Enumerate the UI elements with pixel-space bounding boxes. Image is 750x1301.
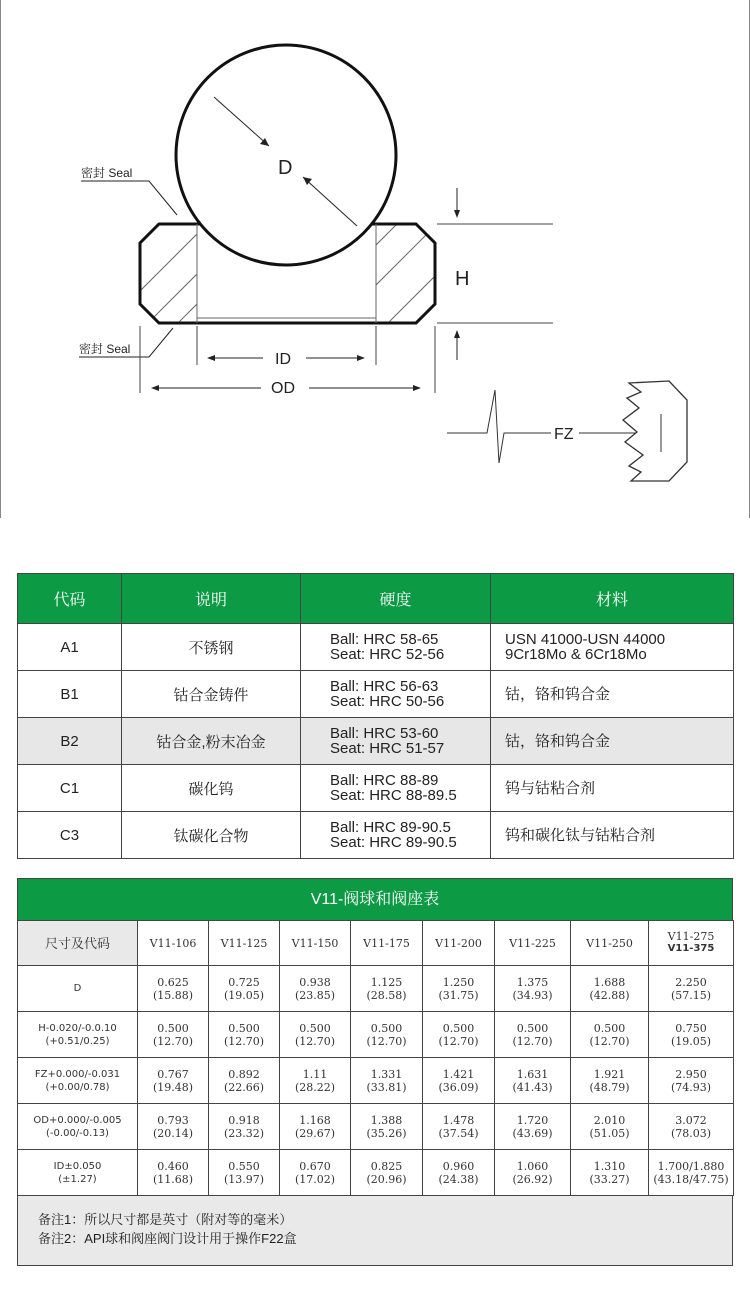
inch-value: 0.767 [157, 1067, 189, 1081]
inch-value: 1.688 [593, 975, 626, 989]
seal-label-bottom: 密封 Seal [79, 342, 131, 356]
ball-hardness: Ball: HRC 89-90.5 [330, 819, 451, 836]
value-cell [571, 1150, 649, 1196]
value-cell [280, 966, 351, 1012]
table-row [18, 1150, 734, 1196]
table-row [18, 1104, 734, 1150]
mm-value: (23.85) [294, 988, 336, 1002]
mm-value: (13.97) [223, 1172, 265, 1186]
inch-value: 1.375 [516, 975, 549, 989]
mm-value: (19.05) [670, 1034, 712, 1048]
size-table-title: V11-阀球和阀座表 [18, 879, 732, 920]
inch-value: 0.918 [228, 1113, 260, 1127]
dimension-label [18, 1012, 138, 1058]
inch-value: 1.631 [516, 1067, 549, 1081]
materials-table [17, 573, 734, 859]
mm-value: (12.70) [512, 1034, 553, 1048]
value-cell [138, 1150, 209, 1196]
mm-value: (19.48) [152, 1080, 194, 1094]
value-cell [351, 1058, 423, 1104]
mm-value: (43.69) [512, 1126, 553, 1140]
technical-diagram [1, 0, 750, 518]
inch-value: 0.625 [157, 975, 189, 989]
inch-value: 1.331 [370, 1067, 403, 1081]
ball-hardness: Ball: HRC 53-60 [330, 725, 439, 742]
inch-value: 2.010 [593, 1113, 626, 1127]
code-cell: B1 [18, 671, 122, 718]
inch-value: 0.500 [370, 1021, 403, 1035]
description-cell: 钴合金铸件 [122, 671, 301, 718]
d-label: D [278, 157, 293, 179]
value-cell [280, 1058, 351, 1104]
table-row [18, 671, 734, 718]
dimension-label-line: OD+0.000/-0.005 [33, 1114, 122, 1126]
inch-value: 0.892 [228, 1067, 260, 1081]
value-cell [209, 1012, 280, 1058]
inch-value: 1.700/1.880 [657, 1159, 725, 1173]
material-line-2: 9Cr18Mo & 6Cr18Mo [505, 646, 647, 663]
materials-header-row [18, 574, 734, 624]
description-cell: 不锈钢 [122, 624, 301, 671]
dimension-label-line: D [73, 983, 82, 994]
table-row [18, 966, 734, 1012]
hardness-cell [301, 671, 491, 718]
dimension-label [18, 966, 138, 1012]
mm-value: (78.03) [670, 1126, 712, 1140]
mm-value: (34.93) [512, 988, 553, 1002]
inch-value: 0.500 [593, 1021, 626, 1035]
inch-value: 0.670 [299, 1159, 331, 1173]
value-cell [138, 1058, 209, 1104]
mm-value: (11.68) [152, 1172, 194, 1186]
code-cell: B2 [18, 718, 122, 765]
hardness-cell [301, 718, 491, 765]
mm-value: (20.14) [152, 1126, 194, 1140]
value-cell [571, 1104, 649, 1150]
value-cell [351, 1012, 423, 1058]
description-cell: 碳化钨 [122, 765, 301, 812]
mm-value: (33.81) [366, 1080, 407, 1094]
seal-label-top: 密封 Seal [81, 166, 133, 180]
inch-value: 0.825 [370, 1159, 403, 1173]
size-header-row [18, 921, 734, 966]
code-cell: C3 [18, 812, 122, 859]
mm-value: (41.43) [512, 1080, 553, 1094]
inch-value: 1.388 [370, 1113, 403, 1127]
mm-value: (42.88) [589, 988, 630, 1002]
mm-value: (12.70) [223, 1034, 265, 1048]
inch-value: 0.938 [299, 975, 331, 989]
size-corner-label: 尺寸及代码 [18, 921, 138, 966]
inch-value: 0.500 [228, 1021, 260, 1035]
hardness-cell [301, 812, 491, 859]
mm-value: (74.93) [670, 1080, 712, 1094]
inch-value: 0.500 [299, 1021, 331, 1035]
header-code: 代码 [18, 574, 122, 624]
dimension-label-line: (+0.00/0.78) [45, 1081, 110, 1093]
code-cell: A1 [18, 624, 122, 671]
dimension-label-line: ID±0.050 [53, 1160, 102, 1172]
inch-value: 0.460 [157, 1159, 189, 1173]
mm-value: (48.79) [589, 1080, 630, 1094]
model-header-line-2: V11-375 [667, 943, 715, 954]
inch-value: 2.250 [675, 975, 707, 989]
description-cell: 钴合金,粉末冶金 [122, 718, 301, 765]
mm-value: (12.70) [294, 1034, 336, 1048]
value-cell [495, 1104, 571, 1150]
dimension-label [18, 1104, 138, 1150]
notes [18, 1196, 732, 1248]
model-header [649, 921, 734, 966]
inch-value: 0.550 [228, 1159, 260, 1173]
note-2: 备注2：API球和阀座阀门设计用于操作F22盒 [38, 1231, 297, 1246]
value-cell [649, 1058, 734, 1104]
inch-value: 1.921 [593, 1067, 626, 1081]
header-hardness: 硬度 [301, 574, 491, 624]
dimension-label-line: H-0.020/-0.0.10 [38, 1022, 117, 1034]
value-cell [649, 1012, 734, 1058]
model-header: V11-175 [351, 921, 423, 966]
mm-value: (12.70) [589, 1034, 630, 1048]
mm-value: (12.70) [152, 1034, 194, 1048]
value-cell [351, 966, 423, 1012]
inch-value: 0.793 [157, 1113, 189, 1127]
dimension-label-line: FZ+0.000/-0.031 [34, 1068, 121, 1080]
material-cell: 钨和碳化钛与钴粘合剂 [491, 812, 734, 859]
mm-value: (15.88) [152, 988, 194, 1002]
mm-value: (35.26) [366, 1126, 407, 1140]
id-label: ID [275, 351, 291, 368]
model-header: V11-125 [209, 921, 280, 966]
inch-value: 0.500 [442, 1021, 475, 1035]
value-cell [209, 1150, 280, 1196]
inch-value: 0.500 [157, 1021, 189, 1035]
inch-value: 1.11 [302, 1067, 328, 1081]
model-header: V11-150 [280, 921, 351, 966]
mm-value: (28.22) [294, 1080, 336, 1094]
mm-value: (37.54) [438, 1126, 479, 1140]
dimension-label-line: (±1.27) [58, 1173, 97, 1185]
value-cell [495, 1150, 571, 1196]
ball-hardness: Ball: HRC 88-89 [330, 772, 439, 789]
size-table-panel [17, 878, 733, 1266]
material-cell [491, 624, 734, 671]
value-cell [495, 1012, 571, 1058]
value-cell [138, 1104, 209, 1150]
inch-value: 3.072 [675, 1113, 707, 1127]
value-cell [351, 1150, 423, 1196]
size-table [17, 920, 734, 1196]
value-cell [280, 1150, 351, 1196]
table-row [18, 1058, 734, 1104]
inch-value: 0.750 [675, 1021, 707, 1035]
value-cell [351, 1104, 423, 1150]
ball-hardness: Ball: HRC 58-65 [330, 631, 439, 648]
dimension-label-line: (+0.51/0.25) [45, 1035, 110, 1047]
header-material: 材料 [491, 574, 734, 624]
seat-hardness: Seat: HRC 89-90.5 [330, 834, 457, 851]
fz-detail [447, 381, 687, 481]
value-cell [495, 966, 571, 1012]
value-cell [423, 1150, 495, 1196]
value-cell [571, 966, 649, 1012]
value-cell [138, 966, 209, 1012]
value-cell [280, 1012, 351, 1058]
mm-value: (17.02) [294, 1172, 336, 1186]
value-cell [423, 1012, 495, 1058]
mm-value: (23.32) [223, 1126, 265, 1140]
value-cell [649, 966, 734, 1012]
ball [176, 45, 396, 265]
inch-value: 2.950 [675, 1067, 707, 1081]
seat-hardness: Seat: HRC 50-56 [330, 693, 445, 710]
mm-value: (28.58) [366, 988, 407, 1002]
inch-value: 1.060 [516, 1159, 549, 1173]
fz-label: FZ [554, 426, 574, 443]
dimension-label [18, 1150, 138, 1196]
code-cell: C1 [18, 765, 122, 812]
table-row [18, 765, 734, 812]
inch-value: 1.421 [442, 1067, 475, 1081]
value-cell [209, 1104, 280, 1150]
hardness-cell [301, 765, 491, 812]
dimension-label [18, 1058, 138, 1104]
value-cell [649, 1150, 734, 1196]
value-cell [138, 1012, 209, 1058]
mm-value: (12.70) [366, 1034, 407, 1048]
inch-value: 1.168 [299, 1113, 331, 1127]
mm-value: (19.05) [223, 988, 265, 1002]
model-header: V11-250 [571, 921, 649, 966]
model-header: V11-225 [495, 921, 571, 966]
inch-value: 0.500 [516, 1021, 549, 1035]
mm-value: (12.70) [438, 1034, 479, 1048]
material-line-1: USN 41000-USN 44000 [505, 631, 666, 648]
inch-value: 0.960 [442, 1159, 475, 1173]
mm-value: (33.27) [589, 1172, 630, 1186]
model-header: V11-200 [423, 921, 495, 966]
mm-value: (29.67) [294, 1126, 336, 1140]
description-cell: 钛碳化合物 [122, 812, 301, 859]
seat-hardness: Seat: HRC 88-89.5 [330, 787, 457, 804]
material-cell: 钴，铬和钨合金 [491, 718, 734, 765]
hardness-cell [301, 624, 491, 671]
mm-value: (51.05) [589, 1126, 630, 1140]
table-row [18, 718, 734, 765]
table-row [18, 812, 734, 859]
value-cell [495, 1058, 571, 1104]
value-cell [423, 1058, 495, 1104]
mm-value: (57.15) [670, 988, 712, 1002]
mm-value: (20.96) [366, 1172, 407, 1186]
inch-value: 1.310 [593, 1159, 626, 1173]
table-row [18, 624, 734, 671]
h-label: H [455, 268, 470, 290]
value-cell [209, 966, 280, 1012]
value-cell [571, 1012, 649, 1058]
dimension-label-line: (-0.00/-0.13) [46, 1127, 109, 1139]
mm-value: (26.92) [512, 1172, 553, 1186]
inch-value: 1.250 [442, 975, 475, 989]
value-cell [423, 1104, 495, 1150]
inch-value: 0.725 [228, 975, 260, 989]
seat-hardness: Seat: HRC 51-57 [330, 740, 445, 757]
seat-hardness: Seat: HRC 52-56 [330, 646, 445, 663]
inch-value: 1.125 [370, 975, 403, 989]
note-1: 备注1：所以尺寸都是英寸（附对等的毫米） [38, 1212, 293, 1227]
value-cell [649, 1104, 734, 1150]
od-label: OD [271, 380, 295, 397]
mm-value: (36.09) [438, 1080, 479, 1094]
ball-seat-drawing [0, 0, 750, 518]
header-description: 说明 [122, 574, 301, 624]
value-cell [571, 1058, 649, 1104]
ball-hardness: Ball: HRC 56-63 [330, 678, 439, 695]
mm-value: (43.18/47.75) [653, 1172, 729, 1186]
mm-value: (31.75) [438, 988, 479, 1002]
mm-value: (22.66) [223, 1080, 265, 1094]
table-row [18, 1012, 734, 1058]
inch-value: 1.478 [442, 1113, 475, 1127]
inch-value: 1.720 [516, 1113, 549, 1127]
material-cell: 钴，铬和钨合金 [491, 671, 734, 718]
mm-value: (24.38) [438, 1172, 479, 1186]
material-cell: 钨与钴粘合剂 [491, 765, 734, 812]
value-cell [280, 1104, 351, 1150]
value-cell [209, 1058, 280, 1104]
model-header: V11-106 [138, 921, 209, 966]
value-cell [423, 966, 495, 1012]
model-header-line-1: V11-275 [667, 930, 715, 943]
